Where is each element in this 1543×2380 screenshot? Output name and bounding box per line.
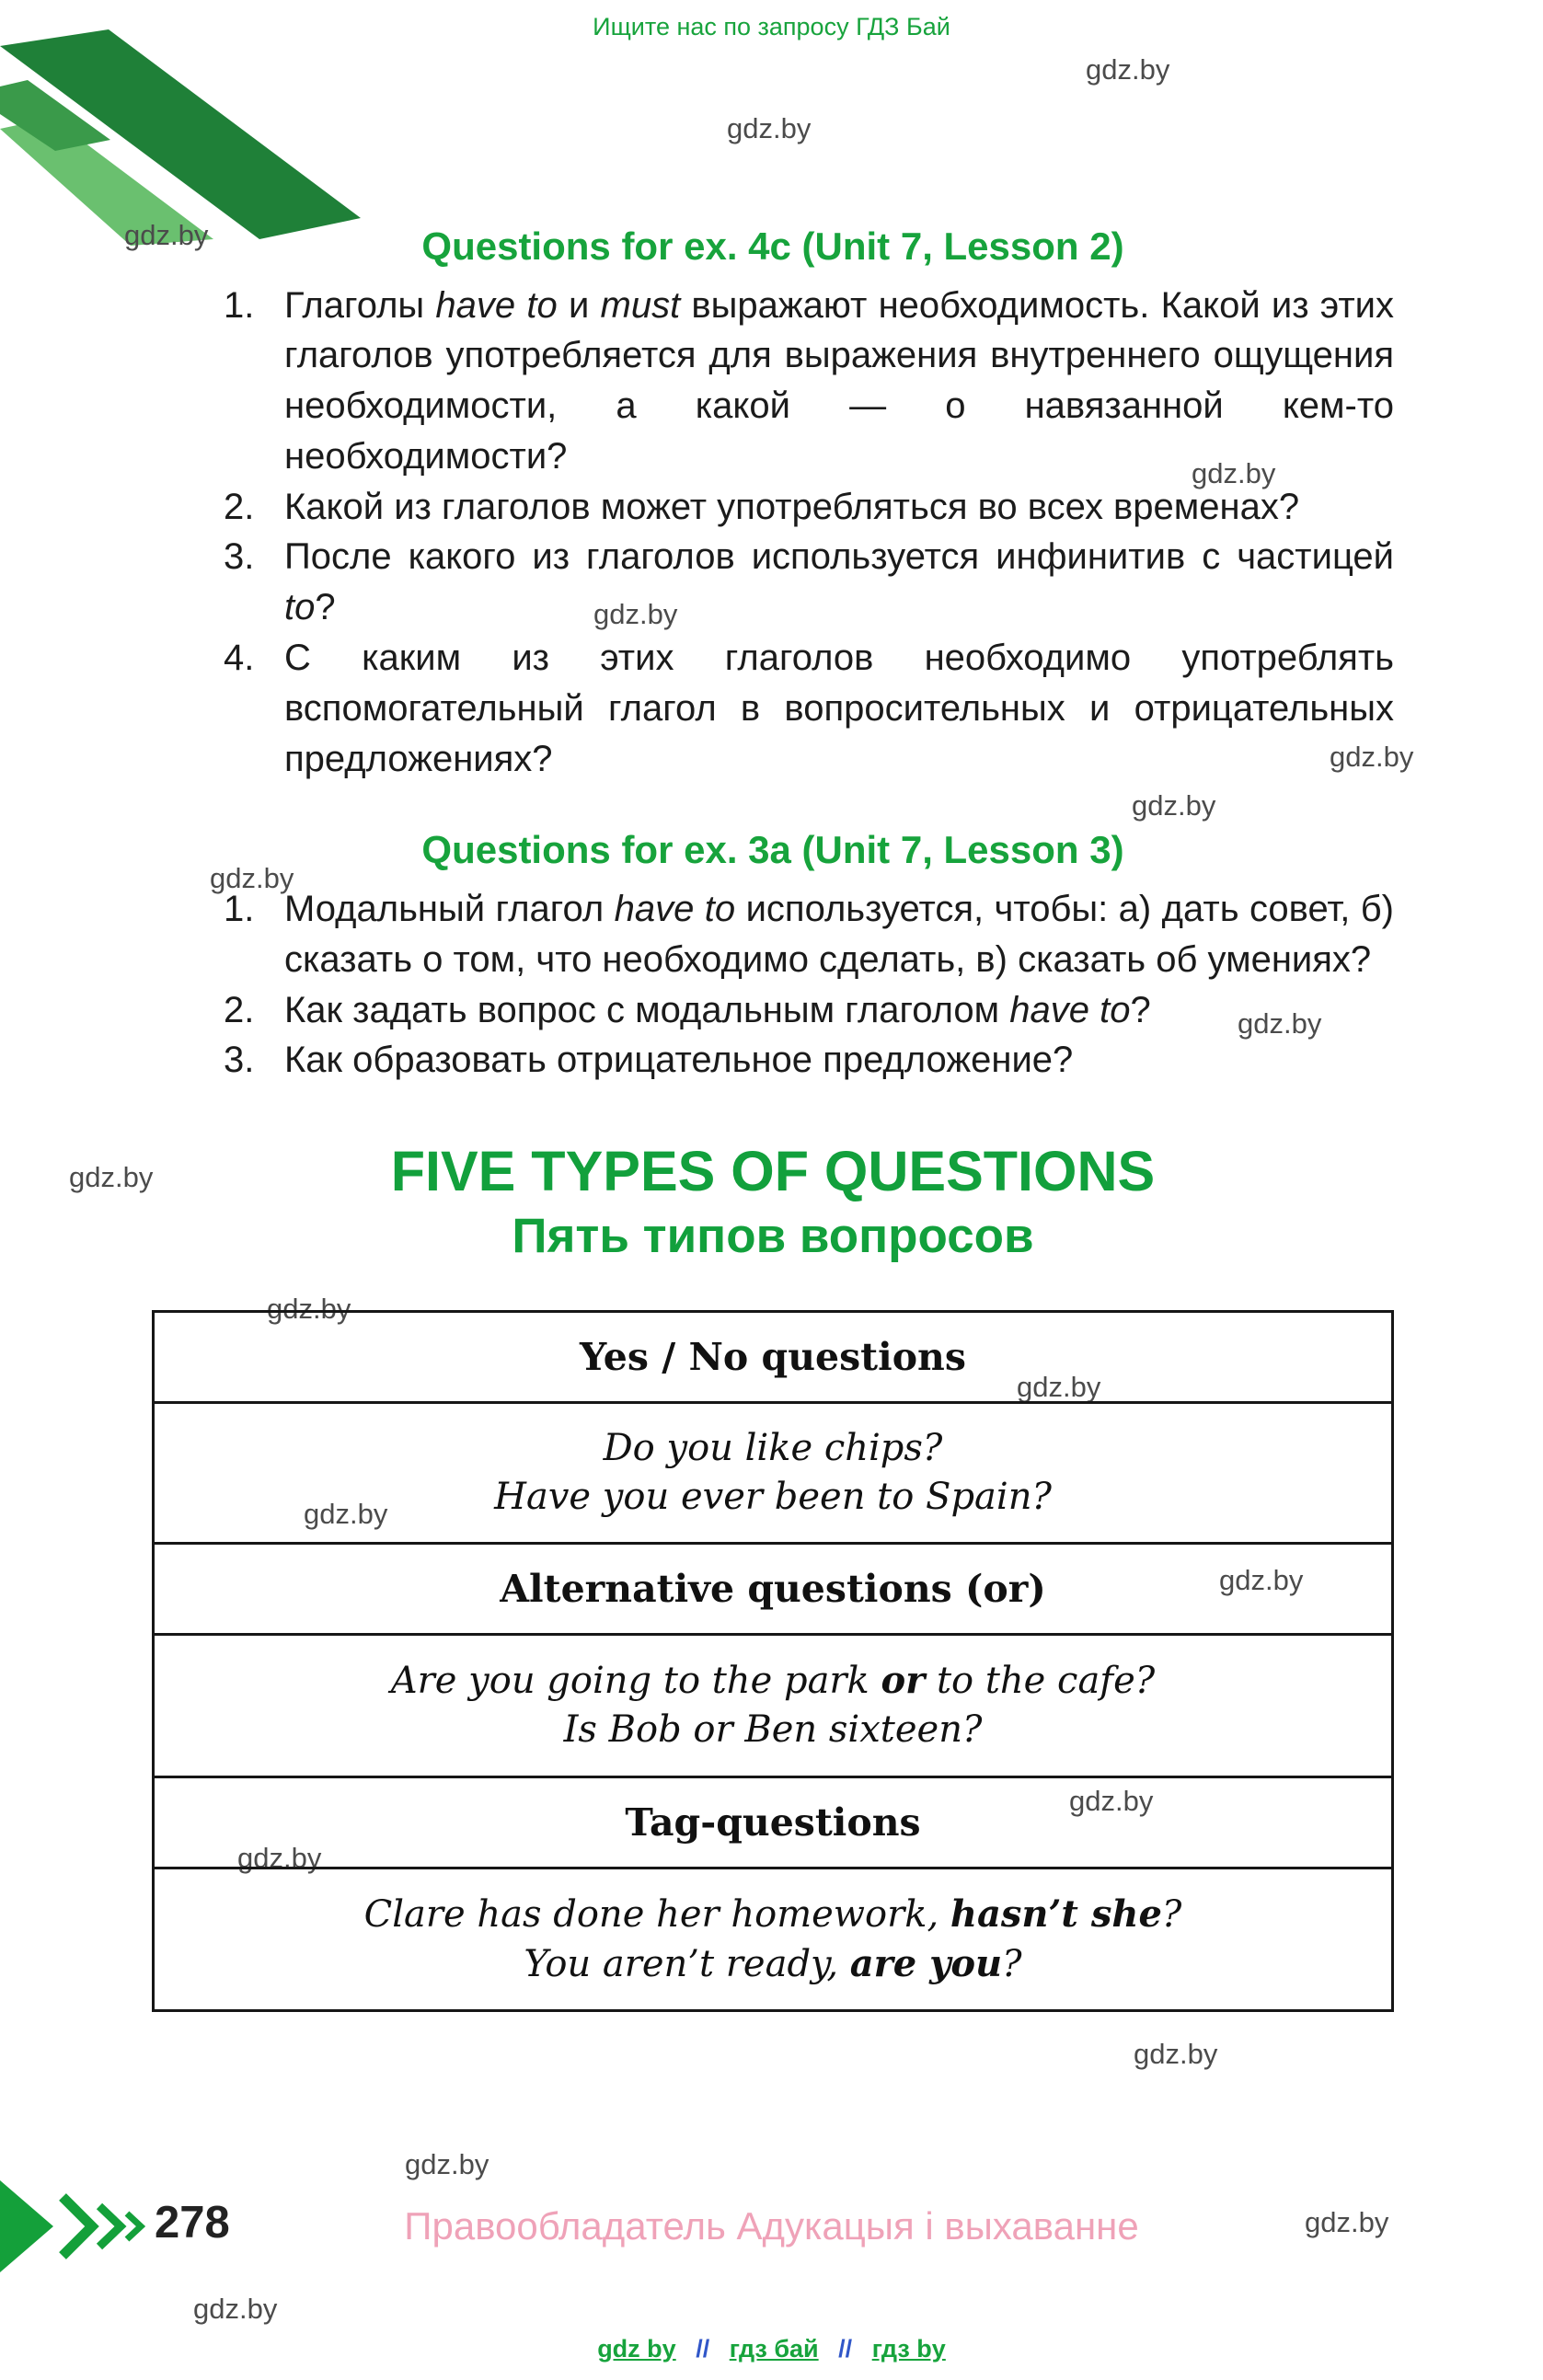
page-number: 278 xyxy=(155,2198,230,2248)
example-line: Do you like chips? xyxy=(603,1426,943,1469)
top-note: Ищите нас по запросу ГДЗ Бай xyxy=(593,13,950,40)
table-header-tag: Tag-questions xyxy=(155,1778,1391,1869)
item-text: Модальный глагол have to используется, чтобы: а) дать совет, б) сказать о том, что необходимо сделать, в) сказать об умениях? xyxy=(284,888,1395,980)
example-line: Have you ever been to Spain? xyxy=(494,1476,1052,1519)
watermark: gdz.by xyxy=(1134,2038,1218,2070)
item-number: 2. xyxy=(224,989,255,1030)
five-types-title-ru: Пять типов вопросов xyxy=(512,1209,1034,1264)
list-item xyxy=(224,281,1394,482)
watermark: gdz.by xyxy=(304,1498,388,1530)
item-text: После какого из глаголов используется инфинитив с частицей to? xyxy=(284,536,1394,628)
watermark: gdz.by xyxy=(405,2148,489,2180)
watermark: gdz.by xyxy=(1330,741,1414,773)
five-types-title-en: FIVE TYPES OF QUESTIONS xyxy=(390,1140,1156,1203)
watermark: gdz.by xyxy=(593,598,678,630)
item-text: С каким из этих глаголов необходимо употреблять вспомогательный глагол в вопросительных и отрицательных предложениях? xyxy=(284,638,1394,779)
table-header-alternative: Alternative questions (or) xyxy=(155,1545,1391,1636)
watermark: gdz.by xyxy=(237,1842,322,1874)
list-item xyxy=(224,884,1394,985)
item-text: Как образовать отрицательное предложение? xyxy=(284,1040,1074,1081)
item-text: Глаголы have to и must выражают необходимость. Какой из этих глаголов употребляется для выражения внутреннего ощущения необходимости, а какой — о навязанной кем-то необходимости? xyxy=(284,284,1394,477)
item-text: Как задать вопрос с модальным глаголом have to? xyxy=(284,989,1151,1030)
list-item xyxy=(224,633,1394,784)
item-text: Какой из глаголов может употребляться во всех временах? xyxy=(284,486,1300,527)
item-number: 1. xyxy=(224,284,255,326)
question-list-ex3a xyxy=(224,884,1394,1086)
example-line: You aren’t ready, are you? xyxy=(524,1941,1022,1985)
watermark: gdz.by xyxy=(1238,1007,1322,1040)
watermark: gdz.by xyxy=(210,862,294,894)
footer-link-gdz-by-1[interactable]: gdz by xyxy=(597,2335,676,2363)
item-number: 3. xyxy=(224,536,255,578)
section-heading-ex4c: Questions for ex. 4c (Unit 7, Lesson 2) xyxy=(421,224,1124,268)
table-examples-alternative xyxy=(155,1636,1391,1777)
item-number: 3. xyxy=(224,1040,255,1081)
link-separator: // xyxy=(838,2335,853,2363)
five-types-table xyxy=(152,1310,1394,2012)
watermark: gdz.by xyxy=(727,112,812,144)
list-item xyxy=(224,482,1394,533)
footer-link-gdz-by-2[interactable]: гдз by xyxy=(871,2335,946,2363)
list-item xyxy=(224,532,1394,633)
watermark: gdz.by xyxy=(193,2293,278,2325)
item-number: 4. xyxy=(224,638,255,679)
watermark: gdz.by xyxy=(1132,789,1216,822)
watermark: gdz.by xyxy=(1069,1785,1154,1817)
item-number: 1. xyxy=(224,888,255,929)
watermark: gdz.by xyxy=(124,219,209,251)
section-heading-ex3a: Questions for ex. 3a (Unit 7, Lesson 3) xyxy=(421,828,1124,872)
table-examples-yes-no xyxy=(155,1404,1391,1545)
list-item xyxy=(224,1035,1394,1086)
table-examples-tag xyxy=(155,1869,1391,2009)
watermark: gdz.by xyxy=(1086,53,1170,86)
example-line: Clare has done her homework, hasn’t she? xyxy=(363,1891,1182,1936)
list-item xyxy=(224,985,1394,1036)
watermark: gdz.by xyxy=(1305,2206,1389,2238)
example-line: Are you going to the park or to the cafe? xyxy=(390,1659,1156,1703)
link-separator: // xyxy=(696,2335,710,2363)
watermark: gdz.by xyxy=(267,1293,351,1325)
corner-ribbon-decoration xyxy=(0,29,368,246)
watermark: gdz.by xyxy=(1219,1564,1304,1596)
watermark: gdz.by xyxy=(1017,1371,1101,1403)
footer-links xyxy=(0,2335,1543,2363)
question-list-ex4c xyxy=(224,281,1394,785)
footer-link-gdz-bai[interactable]: гдз бай xyxy=(729,2335,819,2363)
watermark: gdz.by xyxy=(1192,457,1276,489)
main-content xyxy=(152,223,1394,2012)
item-number: 2. xyxy=(224,486,255,527)
table-header-yes-no: Yes / No questions xyxy=(155,1313,1391,1404)
watermark: gdz.by xyxy=(69,1161,154,1193)
example-line: Is Bob or Ben sixteen? xyxy=(563,1708,983,1752)
copyright-text: Правообладатель Адукацыя і выхаванне xyxy=(404,2204,1139,2248)
